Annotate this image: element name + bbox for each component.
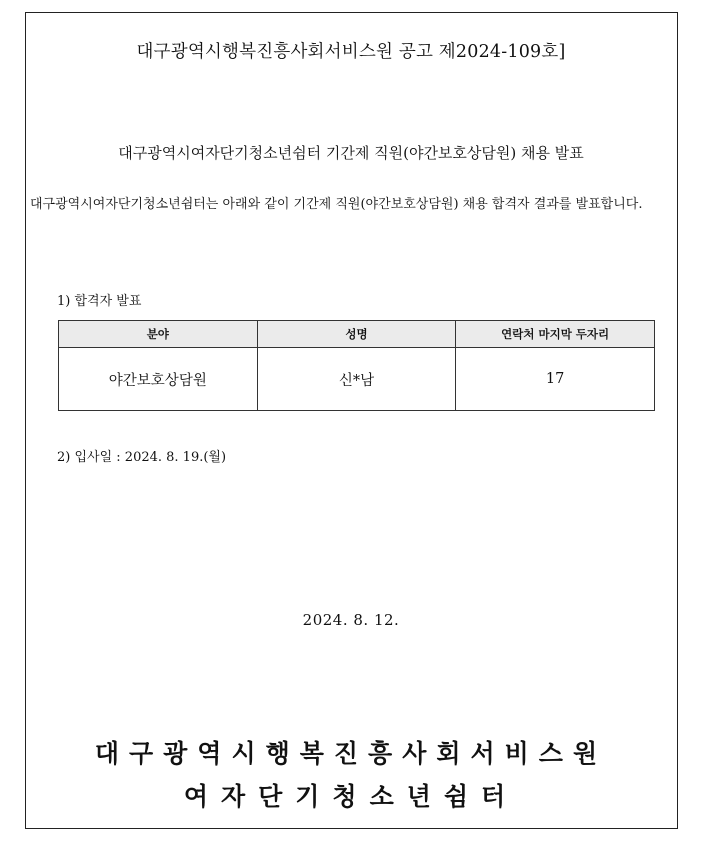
section-heading-start-date: 2) 입사일 : 2024. 8. 19.(월): [57, 450, 227, 465]
organization-subunit: 여자단기청소년쉼터: [183, 782, 519, 811]
section-heading-results: 1) 합격자 발표: [57, 294, 142, 309]
column-header-field: 분야: [59, 321, 258, 348]
document-page: [25, 12, 678, 829]
organization-name: 대구광역시행복진흥사회서비스원: [94, 739, 608, 768]
announcement-date: 2024. 8. 12.: [302, 611, 400, 629]
cell-name: 신*남: [257, 348, 456, 411]
intro-paragraph: 대구광역시여자단기청소년쉼터는 아래와 같이 기간제 직원(야간보호상담원) 채용 합격자 결과를 발표합니다.: [30, 197, 643, 212]
column-header-name: 성명: [257, 321, 456, 348]
cell-field: 야간보호상담원: [59, 348, 258, 411]
column-header-phone-last-digits: 연락처 마지막 두자리: [456, 321, 655, 348]
notice-number: 대구광역시행복진흥사회서비스원 공고 제2024-109호]: [136, 42, 566, 62]
table-row: [59, 348, 655, 411]
results-table: [58, 320, 655, 411]
cell-phone-last-digits: 17: [456, 348, 655, 411]
announcement-title: 대구광역시여자단기청소년쉼터 기간제 직원(야간보호상담원) 채용 발표: [118, 144, 584, 162]
table-header-row: [59, 321, 655, 348]
